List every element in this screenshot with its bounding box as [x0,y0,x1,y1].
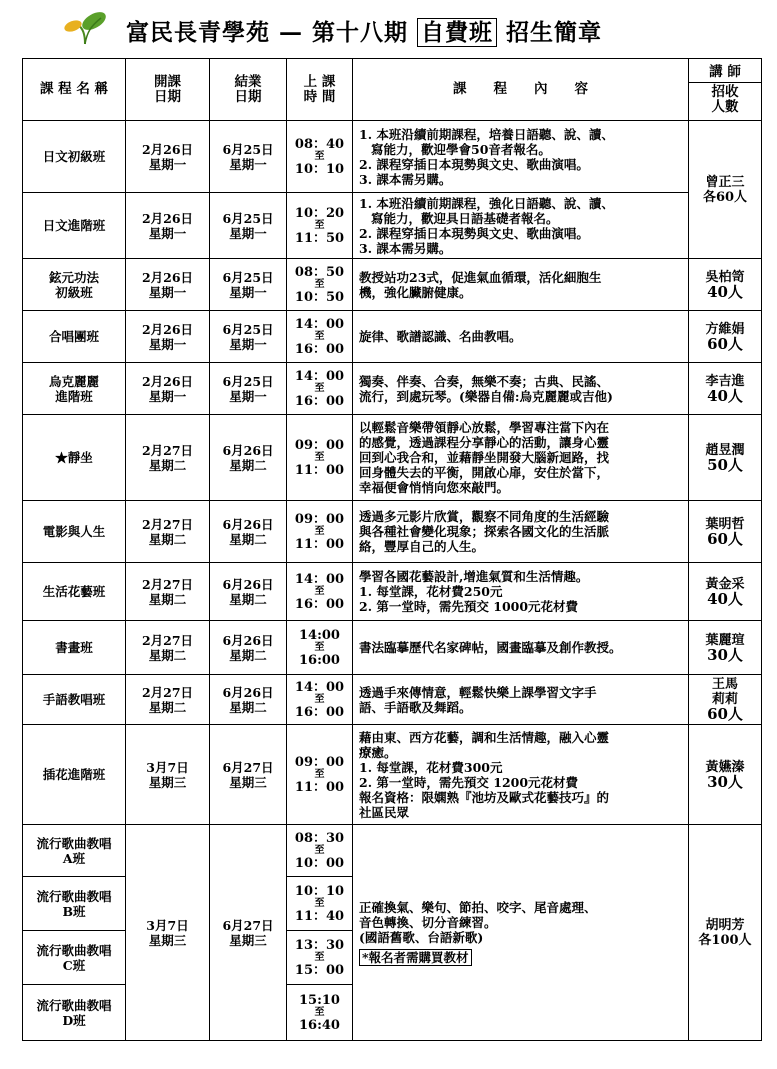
page-title: 富民長青學苑 — 第十八期 自費班 招生簡章 [126,19,603,46]
table-row [23,501,762,563]
start-date: 2月27日 星期二 [126,621,210,675]
teacher-capacity: 李吉進 40人 [689,363,762,415]
class-time: 13：30 至 15：00 [287,931,353,985]
course-content: 1. 本班沿續前期課程，強化日語聽、說、讀、 寫能力，歡迎具日語基礎者報名。 2. 課程穿插日本現勢與文史、歌曲演唱。 3. 課本需另購。 [353,193,689,259]
self-pay-label: 自費班 [417,18,497,47]
table-row [23,825,762,877]
end-date: 6月27日 星期三 [210,825,287,1041]
end-date: 6月25日 星期一 [210,363,287,415]
table-row [23,621,762,675]
course-name: 流行歌曲教唱 B班 [23,877,126,931]
teacher-capacity: 王馬 莉莉 60人 [689,675,762,725]
start-date: 2月27日 星期二 [126,415,210,501]
class-time: 14：00 至 16：00 [287,675,353,725]
course-name: 流行歌曲教唱 D班 [23,985,126,1041]
teacher-capacity: 曾正三 各60人 [689,121,762,259]
course-content: 教授站功23式，促進氣血循環，活化細胞生 機，強化臟腑健康。 [353,259,689,311]
teacher-capacity: 胡明芳 各100人 [689,825,762,1041]
table-row [23,675,762,725]
end-date: 6月26日 星期二 [210,501,287,563]
table-row [23,259,762,311]
start-date: 2月26日 星期一 [126,363,210,415]
course-content: 透過多元影片欣賞，觀察不同角度的生活經驗 與各種社會變化現象；探索各國文化的生活脈 絡，豐厚自己的人生。 [353,501,689,563]
course-table [22,58,762,1041]
start-date: 3月7日 星期三 [126,725,210,825]
table-row [23,121,762,193]
header-teacher-capacity: 講 師 招收 人數 [689,59,762,121]
end-date: 6月26日 星期二 [210,621,287,675]
course-content: 透過手來傳情意，輕鬆快樂上課學習文字手 語、手語歌及舞蹈。 [353,675,689,725]
course-content: 1. 本班沿續前期課程，培養日語聽、說、讀、 寫能力，歡迎學會50音者報名。 2. 課程穿插日本現勢與文史、歌曲演唱。 3. 課本需另購。 [353,121,689,193]
header-end-date: 結業 日期 [210,59,287,121]
class-time: 10：20 至 11：50 [287,193,353,259]
start-date: 2月26日 星期一 [126,121,210,193]
end-date: 6月25日 星期一 [210,311,287,363]
course-content: 書法臨摹歷代名家碑帖，國畫臨摹及創作教授。 [353,621,689,675]
header-class-time: 上 課 時 間 [287,59,353,121]
start-date: 2月26日 星期一 [126,311,210,363]
course-name: ★靜坐 [23,415,126,501]
start-date: 2月27日 星期二 [126,675,210,725]
course-name: 合唱團班 [23,311,126,363]
teacher-capacity: 葉麗瑄 30人 [689,621,762,675]
class-time: 08：30 至 10：00 [287,825,353,877]
header-course-name: 課 程 名 稱 [23,59,126,121]
table-row [23,311,762,363]
class-time: 09：00 至 11：00 [287,501,353,563]
end-date: 6月25日 星期一 [210,259,287,311]
course-content: 獨奏、伴奏、合奏，無樂不奏；古典、民謠、 流行，到處玩琴。(樂器自備:烏克麗麗或吉他) [353,363,689,415]
start-date: 2月26日 星期一 [126,193,210,259]
class-time: 09：00 至 11：00 [287,725,353,825]
header-course-content: 課 程 內 容 [353,59,689,121]
course-content: 學習各國花藝設計,增進氣質和生活情趣。 1. 每堂課，花材費250元 2. 第一堂時，需先預交 1000元花材費 [353,563,689,621]
end-date: 6月26日 星期二 [210,563,287,621]
start-date: 3月7日 星期三 [126,825,210,1041]
course-content: 藉由東、西方花藝，調和生活情趣，融入心靈 療癒。 1. 每堂課，花材費300元 2. 第一堂時，需先預交 1200元花材費 報名資格：限嫻熟『池坊及歐式花藝技巧』的 社區民眾 [353,725,689,825]
course-name: 流行歌曲教唱 C班 [23,931,126,985]
teacher-capacity: 葉明哲 60人 [689,501,762,563]
teacher-capacity: 吳柏笥 40人 [689,259,762,311]
teacher-capacity: 黃嬿溱 30人 [689,725,762,825]
leaf-logo-icon [63,12,109,46]
start-date: 2月26日 星期一 [126,259,210,311]
table-row [23,725,762,825]
class-time: 08：40 至 10：10 [287,121,353,193]
course-name: 書畫班 [23,621,126,675]
page-header [0,0,777,58]
header-start-date: 開課 日期 [126,59,210,121]
end-date: 6月26日 星期二 [210,415,287,501]
materials-note: *報名者需購買教材 [359,949,472,966]
course-content: 旋律、歌譜認識、名曲教唱。 [353,311,689,363]
teacher-capacity: 趙昱潤 50人 [689,415,762,501]
course-name: 日文進階班 [23,193,126,259]
course-name: 日文初級班 [23,121,126,193]
course-name: 烏克麗麗 進階班 [23,363,126,415]
table-row [23,415,762,501]
table-row [23,193,762,259]
class-time: 15:10 至 16:40 [287,985,353,1041]
start-date: 2月27日 星期二 [126,501,210,563]
course-name: 插花進階班 [23,725,126,825]
table-row [23,563,762,621]
class-time: 10：10 至 11：40 [287,877,353,931]
teacher-capacity: 黃金采 40人 [689,563,762,621]
class-time: 14：00 至 16：00 [287,363,353,415]
end-date: 6月25日 星期一 [210,193,287,259]
course-content: 以輕鬆音樂帶領靜心放鬆，學習專注當下內在 的感覺，透過課程分享靜心的活動，讓身心靈 回到心我合和，並藉靜坐開發大腦新迴路，找 回身體失去的平衡，開啟心扉，安住於當下， 幸福便會悄悄向您來敲門。 [353,415,689,501]
class-time: 14：00 至 16：00 [287,311,353,363]
end-date: 6月25日 星期一 [210,121,287,193]
class-time: 08：50 至 10：50 [287,259,353,311]
course-name: 生活花藝班 [23,563,126,621]
end-date: 6月27日 星期三 [210,725,287,825]
table-row [23,363,762,415]
course-content: 正確換氣、樂句、節拍、咬字、尾音處理、 音色轉換、切分音練習。 (國語舊歌、台語新歌) *報名者需購買教材 [353,825,689,1041]
teacher-capacity: 方維娟 60人 [689,311,762,363]
start-date: 2月27日 星期二 [126,563,210,621]
course-name: 流行歌曲教唱 A班 [23,825,126,877]
class-time: 09：00 至 11：00 [287,415,353,501]
end-date: 6月26日 星期二 [210,675,287,725]
course-name: 電影與人生 [23,501,126,563]
course-name: 手語教唱班 [23,675,126,725]
class-time: 14：00 至 16：00 [287,563,353,621]
class-time: 14:00 至 16:00 [287,621,353,675]
course-name: 鉉元功法 初級班 [23,259,126,311]
